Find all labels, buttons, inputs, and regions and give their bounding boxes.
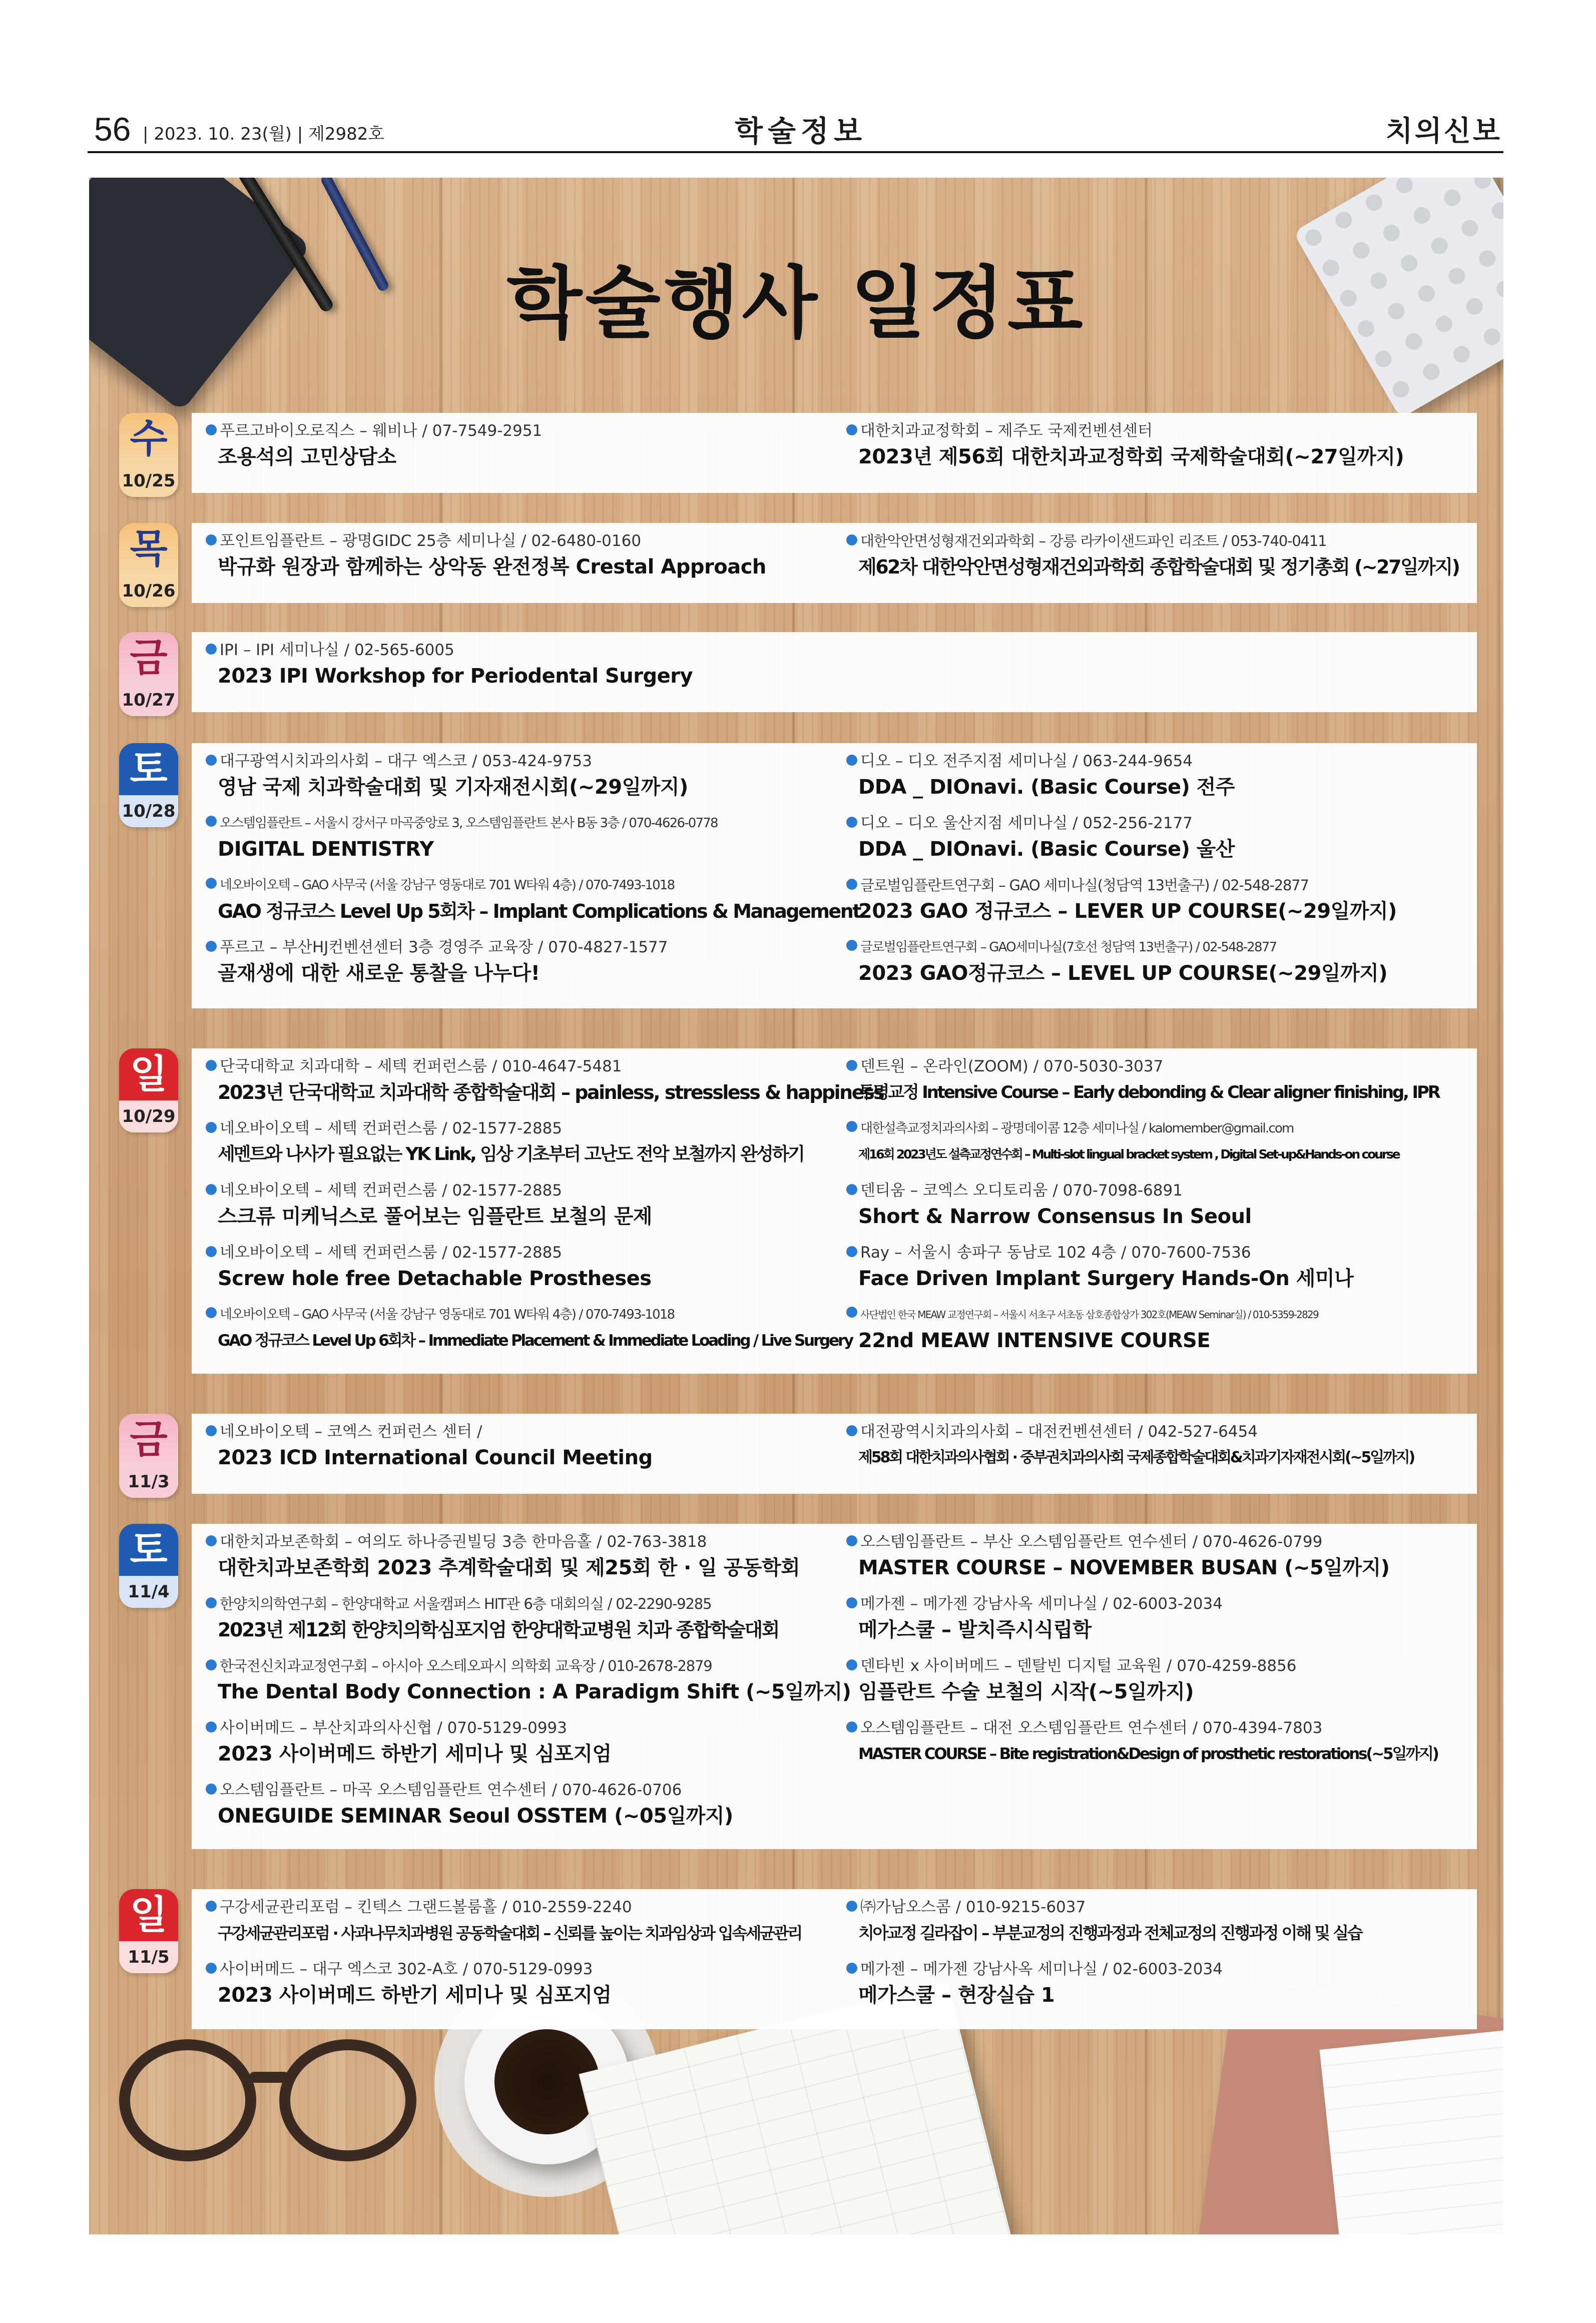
bullet-dot-icon [206,1901,217,1912]
event-item [206,1958,831,2020]
event-title: 22nd MEAW INTENSIVE COURSE [858,1329,1211,1352]
weekday-label: 토 [119,1524,178,1576]
event-organizer: 구강세균관리포럼 – 킨텍스 그랜드볼룸홀 / 010-2559-2240 [206,1896,831,1918]
event-organizer: 덴타빈 x 사이버메드 – 덴탈빈 디지털 교육원 / 070-4259-8856 [846,1655,1472,1677]
event-title: 투명교정 Intensive Course – Early debonding & Clear aligner finishing, IPR [858,1082,1439,1102]
bullet-dot-icon [846,817,857,828]
bullet-dot-icon [206,1721,217,1732]
bullet-dot-icon [206,1122,217,1133]
left-column [206,639,831,701]
event-title: DDA _ DIOnavi. (Basic Course) 전주 [858,776,1235,799]
event-title: 임플란트 수술 보철의 시작(~5일까지) [858,1680,1194,1703]
event-title: The Dental Body Connection : A Paradigm Shift (~5일까지) [218,1680,851,1703]
event-organizer: 네오바이오텍 – 세텍 컨퍼런스룸 / 02-1577-2885 [206,1117,831,1139]
memo-pad-decoration [1320,2030,1503,2234]
weekday-label: 금 [119,632,178,684]
event-organizer: 사이버메드 – 대구 엑스코 302-A호 / 070-5129-0993 [206,1958,831,1980]
event-title: GAO 정규코스 Level Up 6회차 – Immediate Placement & Immediate Loading / Live Surgery [218,1332,853,1350]
bullet-dot-icon [206,644,217,655]
bullet-dot-icon [846,1721,857,1732]
event-organizer: 대전광역시치과의사회 – 대전컨벤션센터 / 042-527-6454 [846,1421,1472,1443]
left-column [206,1055,884,1366]
event-item [206,1779,831,1841]
event-item [846,1717,1472,1779]
left-column [206,750,860,998]
event-item [846,1180,1472,1242]
event-title: MASTER COURSE – NOVEMBER BUSAN (~5일까지) [858,1556,1390,1579]
event-title: 치아교정 길라잡이 – 부분교정의 진행과정과 전체교정의 진행과정 이해 및 실습 [858,1923,1362,1943]
bullet-dot-icon [846,1184,857,1195]
event-title: 2023 GAO정규코스 – LEVEL UP COURSE(~29일까지) [858,962,1388,985]
day-badge [119,1048,178,1132]
event-title: 2023 GAO 정규코스 – LEVER UP COURSE(~29일까지) [858,900,1397,923]
right-column [846,1055,1472,1366]
day-badge [119,523,178,607]
right-column [846,420,1472,482]
right-column [846,750,1472,998]
weekday-label: 토 [119,743,178,795]
left-column [206,530,831,592]
event-title: Short & Narrow Consensus In Seoul [858,1205,1252,1228]
event-item [206,1896,831,1958]
event-title: Face Driven Implant Surgery Hands-On 세미나 [858,1267,1354,1290]
event-item [846,1421,1472,1483]
event-title: ONEGUIDE SEMINAR Seoul OSSTEM (~05일까지) [218,1805,733,1828]
day-badge [119,632,178,716]
bullet-dot-icon [846,1307,857,1318]
issue-info: | 2023. 10. 23(월) | 제2982호 [143,124,385,144]
bullet-dot-icon [206,1597,217,1608]
event-title: DDA _ DIOnavi. (Basic Course) 울산 [858,838,1235,861]
event-organizer: 한국전신치과교정연구회 – 아시아 오스테오파시 의학회 교육장 / 010-2678-2879 [206,1655,831,1677]
date-label: 10/26 [119,575,178,607]
bullet-dot-icon [206,1060,217,1071]
event-organizer: 대한치과교정학회 – 제주도 국제컨벤션센터 [846,420,1472,442]
left-column [206,420,831,482]
bullet-dot-icon [846,940,857,951]
event-organizer: 네오바이오텍 – 세텍 컨퍼런스룸 / 02-1577-2885 [206,1180,831,1202]
event-title: 스크류 미케닉스로 풀어보는 임플란트 보철의 문제 [218,1205,653,1228]
event-item [846,1242,1472,1304]
event-organizer: 덴트원 – 온라인(ZOOM) / 070-5030-3037 [846,1055,1472,1077]
event-title: 메가스쿨 – 발치즉시식립학 [858,1618,1092,1641]
event-organizer: ㈜가남오스콤 / 010-9215-6037 [846,1896,1472,1918]
date-label: 11/5 [119,1941,178,1973]
event-title: 구강세균관리포럼 · 사과나무치과병원 공동학술대회 – 신뢰를 높이는 치과임상과 입속세균관리 [218,1924,802,1943]
event-organizer: 오스템임플란트 – 대전 오스템임플란트 연수센터 / 070-4394-7803 [846,1717,1472,1739]
date-label: 11/4 [119,1576,178,1608]
section-title: 학술정보 [734,114,867,148]
event-item [846,1304,1472,1366]
event-organizer: 글로벌임플란트연구회 – GAO 세미나실(청담역 13번출구) / 02-548-2877 [846,874,1472,896]
event-organizer: 디오 – 디오 전주지점 세미나실 / 063-244-9654 [846,750,1472,772]
event-title: 2023년 제12회 한양치의학심포지엄 한양대학교병원 치과 종합학술대회 [218,1619,779,1641]
event-organizer: 사이버메드 – 부산치과의사신협 / 070-5129-0993 [206,1717,831,1739]
header-rule [88,151,1503,153]
right-column [846,1896,1472,2020]
day-panel [192,413,1477,493]
event-organizer: 오스템임플란트 – 마곡 오스템임플란트 연수센터 / 070-4626-0706 [206,1779,831,1801]
event-title: 2023년 제56회 대한치과교정학회 국제학술대회(~27일까지) [858,445,1404,468]
event-title: 제58회 대한치과의사협회 · 중부권치과의사회 국제종합학술대회&치과기자재전시회(~5일까지) [858,1449,1414,1466]
event-organizer: 대한치과보존학회 – 여의도 하나증권빌딩 3층 한마음홀 / 02-763-3818 [206,1531,831,1553]
event-item [206,1531,831,1593]
event-title: 2023 ICD International Council Meeting [218,1446,653,1469]
day-panel [192,1524,1477,1849]
bullet-dot-icon [846,879,857,890]
event-organizer: 디오 – 디오 울산지점 세미나실 / 052-256-2177 [846,812,1472,834]
bullet-dot-icon [846,1659,857,1670]
left-column [206,1896,831,2020]
bullet-dot-icon [846,534,857,545]
day-panel [192,632,1477,712]
event-organizer: 메가젠 – 메가젠 강남사옥 세미나실 / 02-6003-2034 [846,1958,1472,1980]
bullet-dot-icon [206,878,217,889]
day-panel [192,1414,1477,1494]
event-item [206,1180,831,1242]
event-item [206,1242,831,1304]
weekday-label: 목 [119,523,178,575]
left-column [206,1421,831,1483]
event-item [206,420,831,482]
event-organizer: 포인트임플란트 – 광명GIDC 25층 세미나실 / 02-6480-0160 [206,530,831,552]
event-title: 조용석의 고민상담소 [218,445,396,468]
event-item [846,812,1472,874]
event-title: DIGITAL DENTISTRY [218,838,434,861]
event-title: 메가스쿨 – 현장실습 1 [858,1984,1055,2007]
bullet-dot-icon [206,941,217,952]
glasses-decoration [109,2024,419,2174]
event-item [846,1958,1472,2020]
event-item [846,420,1472,482]
day-badge [119,1414,178,1498]
event-organizer: 대한설측교정치과의사회 – 광명데이콤 12층 세미나실 / kalomember@gmail.com [846,1117,1472,1139]
bullet-dot-icon [846,1535,857,1546]
event-title: 영남 국제 치과학술대회 및 기자재전시회(~29일까지) [218,776,688,799]
bullet-dot-icon [846,1901,857,1912]
bullet-dot-icon [206,1963,217,1974]
glasses-lens [279,2039,416,2161]
weekday-label: 일 [119,1048,178,1100]
page-title: 학술행사 일정표 [506,258,1086,349]
event-item [206,1717,831,1779]
bullet-dot-icon [206,1246,217,1257]
day-panel [192,743,1477,1008]
event-organizer: 푸르고 – 부산HJ컨벤션센터 3층 경영주 교육장 / 070-4827-1577 [206,936,831,958]
date-label: 10/25 [119,465,178,497]
event-item [846,1655,1472,1717]
event-item [206,812,831,874]
event-title: 세멘트와 나사가 필요없는 YK Link, 임상 기초부터 고난도 전악 보철까지 완성하기 [218,1144,804,1165]
event-item [846,750,1472,812]
event-item [206,1421,831,1483]
event-organizer: 오스템임플란트 – 서울시 강서구 마곡중앙로 3, 오스템임플란트 본사 B동 3층 / 070-4626-0778 [206,812,831,834]
event-item [846,874,1472,936]
event-title: 2023 사이버메드 하반기 세미나 및 심포지엄 [218,1984,612,2007]
event-item [206,530,831,592]
event-item [846,530,1472,592]
event-organizer: 네오바이오텍 – GAO 사무국 (서울 강남구 영동대로 701 W타워 4층) / 070-7493-1018 [206,874,831,896]
date-label: 11/3 [119,1466,178,1498]
bullet-dot-icon [206,1784,217,1795]
day-panel [192,1048,1477,1374]
event-title: 박규화 원장과 함께하는 상악동 완전정복 Crestal Approach [218,555,766,578]
event-title: 2023 IPI Workshop for Periodental Surgery [218,665,693,688]
bullet-dot-icon [206,424,217,435]
date-label: 10/29 [119,1100,178,1132]
event-organizer: 네오바이오텍 – GAO 사무국 (서울 강남구 영동대로 701 W타워 4층) / 070-7493-1018 [206,1304,831,1326]
bullet-dot-icon [846,1246,857,1257]
day-panel [192,523,1477,603]
weekday-label: 일 [119,1889,178,1941]
event-item [206,936,831,998]
bullet-dot-icon [846,424,857,435]
bullet-dot-icon [206,1659,217,1670]
bullet-dot-icon [846,1963,857,1974]
right-column [846,1531,1472,1779]
event-item [206,750,831,812]
bullet-dot-icon [846,1060,857,1071]
bullet-dot-icon [206,755,217,766]
glasses-lens [119,2039,256,2161]
day-badge [119,743,178,827]
bullet-dot-icon [206,1184,217,1195]
page-number: 56 [94,111,131,148]
event-title: 대한치과보존학회 2023 추계학술대회 및 제25회 한 · 일 공동학회 [218,1556,800,1579]
schedule-board [89,178,1503,2234]
bullet-dot-icon [206,1535,217,1546]
event-item [206,1655,851,1717]
bullet-dot-icon [206,1307,217,1318]
day-badge [119,1524,178,1608]
bullet-dot-icon [206,816,217,827]
event-organizer: 네오바이오텍 – 코엑스 컨퍼런스 센터 / [206,1421,831,1443]
event-organizer: 한양치의학연구회 – 한양대학교 서울캠퍼스 HIT관 6층 대회의실 / 02-2290-9285 [206,1593,831,1615]
event-item [846,1896,1472,1958]
event-item [846,1055,1472,1117]
event-title: 제16회 2023년도 설측교정연수회 – Multi-slot lingual bracket system , Digital Set-up&Hands-on course [858,1147,1399,1162]
event-organizer: 네오바이오텍 – 세텍 컨퍼런스룸 / 02-1577-2885 [206,1242,831,1264]
date-label: 10/28 [119,795,178,827]
event-title: 2023 사이버메드 하반기 세미나 및 심포지엄 [218,1743,612,1766]
event-organizer: 오스템임플란트 – 부산 오스템임플란트 연수센터 / 070-4626-0799 [846,1531,1472,1553]
event-item [206,1593,831,1655]
event-organizer: 사단법인 한국 MEAW 교정연구회 – 서울시 서초구 서초동 삼호종합상가 302호(MEAW Seminar실) / 010-5359-2829 [846,1304,1472,1326]
event-item [846,936,1472,998]
event-title: 골재생에 대한 새로운 통찰을 나누다! [218,962,540,985]
bullet-dot-icon [846,1121,857,1132]
event-organizer: 단국대학교 치과대학 – 세텍 컨퍼런스룸 / 010-4647-5481 [206,1055,831,1077]
event-item [846,1593,1472,1655]
event-item [206,1055,884,1117]
event-organizer: 대한악안면성형재건외과학회 – 강릉 라카이샌드파인 리조트 / 053-740-0411 [846,530,1472,552]
bullet-dot-icon [206,534,217,545]
weekday-label: 수 [119,413,178,465]
event-item [846,1117,1472,1180]
right-column [846,1421,1472,1483]
day-panel [192,1889,1477,2029]
bullet-dot-icon [846,1597,857,1608]
event-item [206,1117,831,1180]
event-title: GAO 정규코스 Level Up 5회차 – Implant Complications & Management [218,900,860,922]
event-organizer: Ray – 서울시 송파구 동남로 102 4층 / 070-7600-7536 [846,1242,1472,1264]
event-title: Screw hole free Detachable Prostheses [218,1267,652,1290]
event-item [206,1304,853,1366]
event-organizer: 덴티움 – 코엑스 오디토리움 / 070-7098-6891 [846,1180,1472,1202]
left-column [206,1531,851,1841]
newspaper-logo: 치의신보 [1385,115,1502,148]
event-organizer: 글로벌임플란트연구회 – GAO세미나실(7호선 청담역 13번출구) / 02-548-2877 [846,936,1472,958]
bullet-dot-icon [846,755,857,766]
event-organizer: 푸르고바이오로직스 – 웨비나 / 07-7549-2951 [206,420,831,442]
event-organizer: 메가젠 – 메가젠 강남사옥 세미나실 / 02-6003-2034 [846,1593,1472,1615]
event-organizer: IPI – IPI 세미나실 / 02-565-6005 [206,639,831,661]
event-item [846,1531,1472,1593]
day-badge [119,413,178,497]
event-item [206,874,860,936]
right-column [846,530,1472,592]
masthead [0,0,1596,165]
weekday-label: 금 [119,1414,178,1466]
event-title: 제62차 대한악안면성형재건외과학회 종합학술대회 및 정기총회 (~27일까지) [858,556,1459,578]
event-organizer: 대구광역시치과의사회 – 대구 엑스코 / 053-424-9753 [206,750,831,772]
bullet-dot-icon [206,1425,217,1436]
event-item [206,639,831,701]
event-title: MASTER COURSE – Bite registration&Design of prosthetic restorations(~5일까지) [858,1745,1438,1763]
day-badge [119,1889,178,1973]
event-title: 2023년 단국대학교 치과대학 종합학술대회 – painless, stressless & happiness [218,1081,884,1103]
bullet-dot-icon [846,1425,857,1436]
date-label: 10/27 [119,684,178,716]
